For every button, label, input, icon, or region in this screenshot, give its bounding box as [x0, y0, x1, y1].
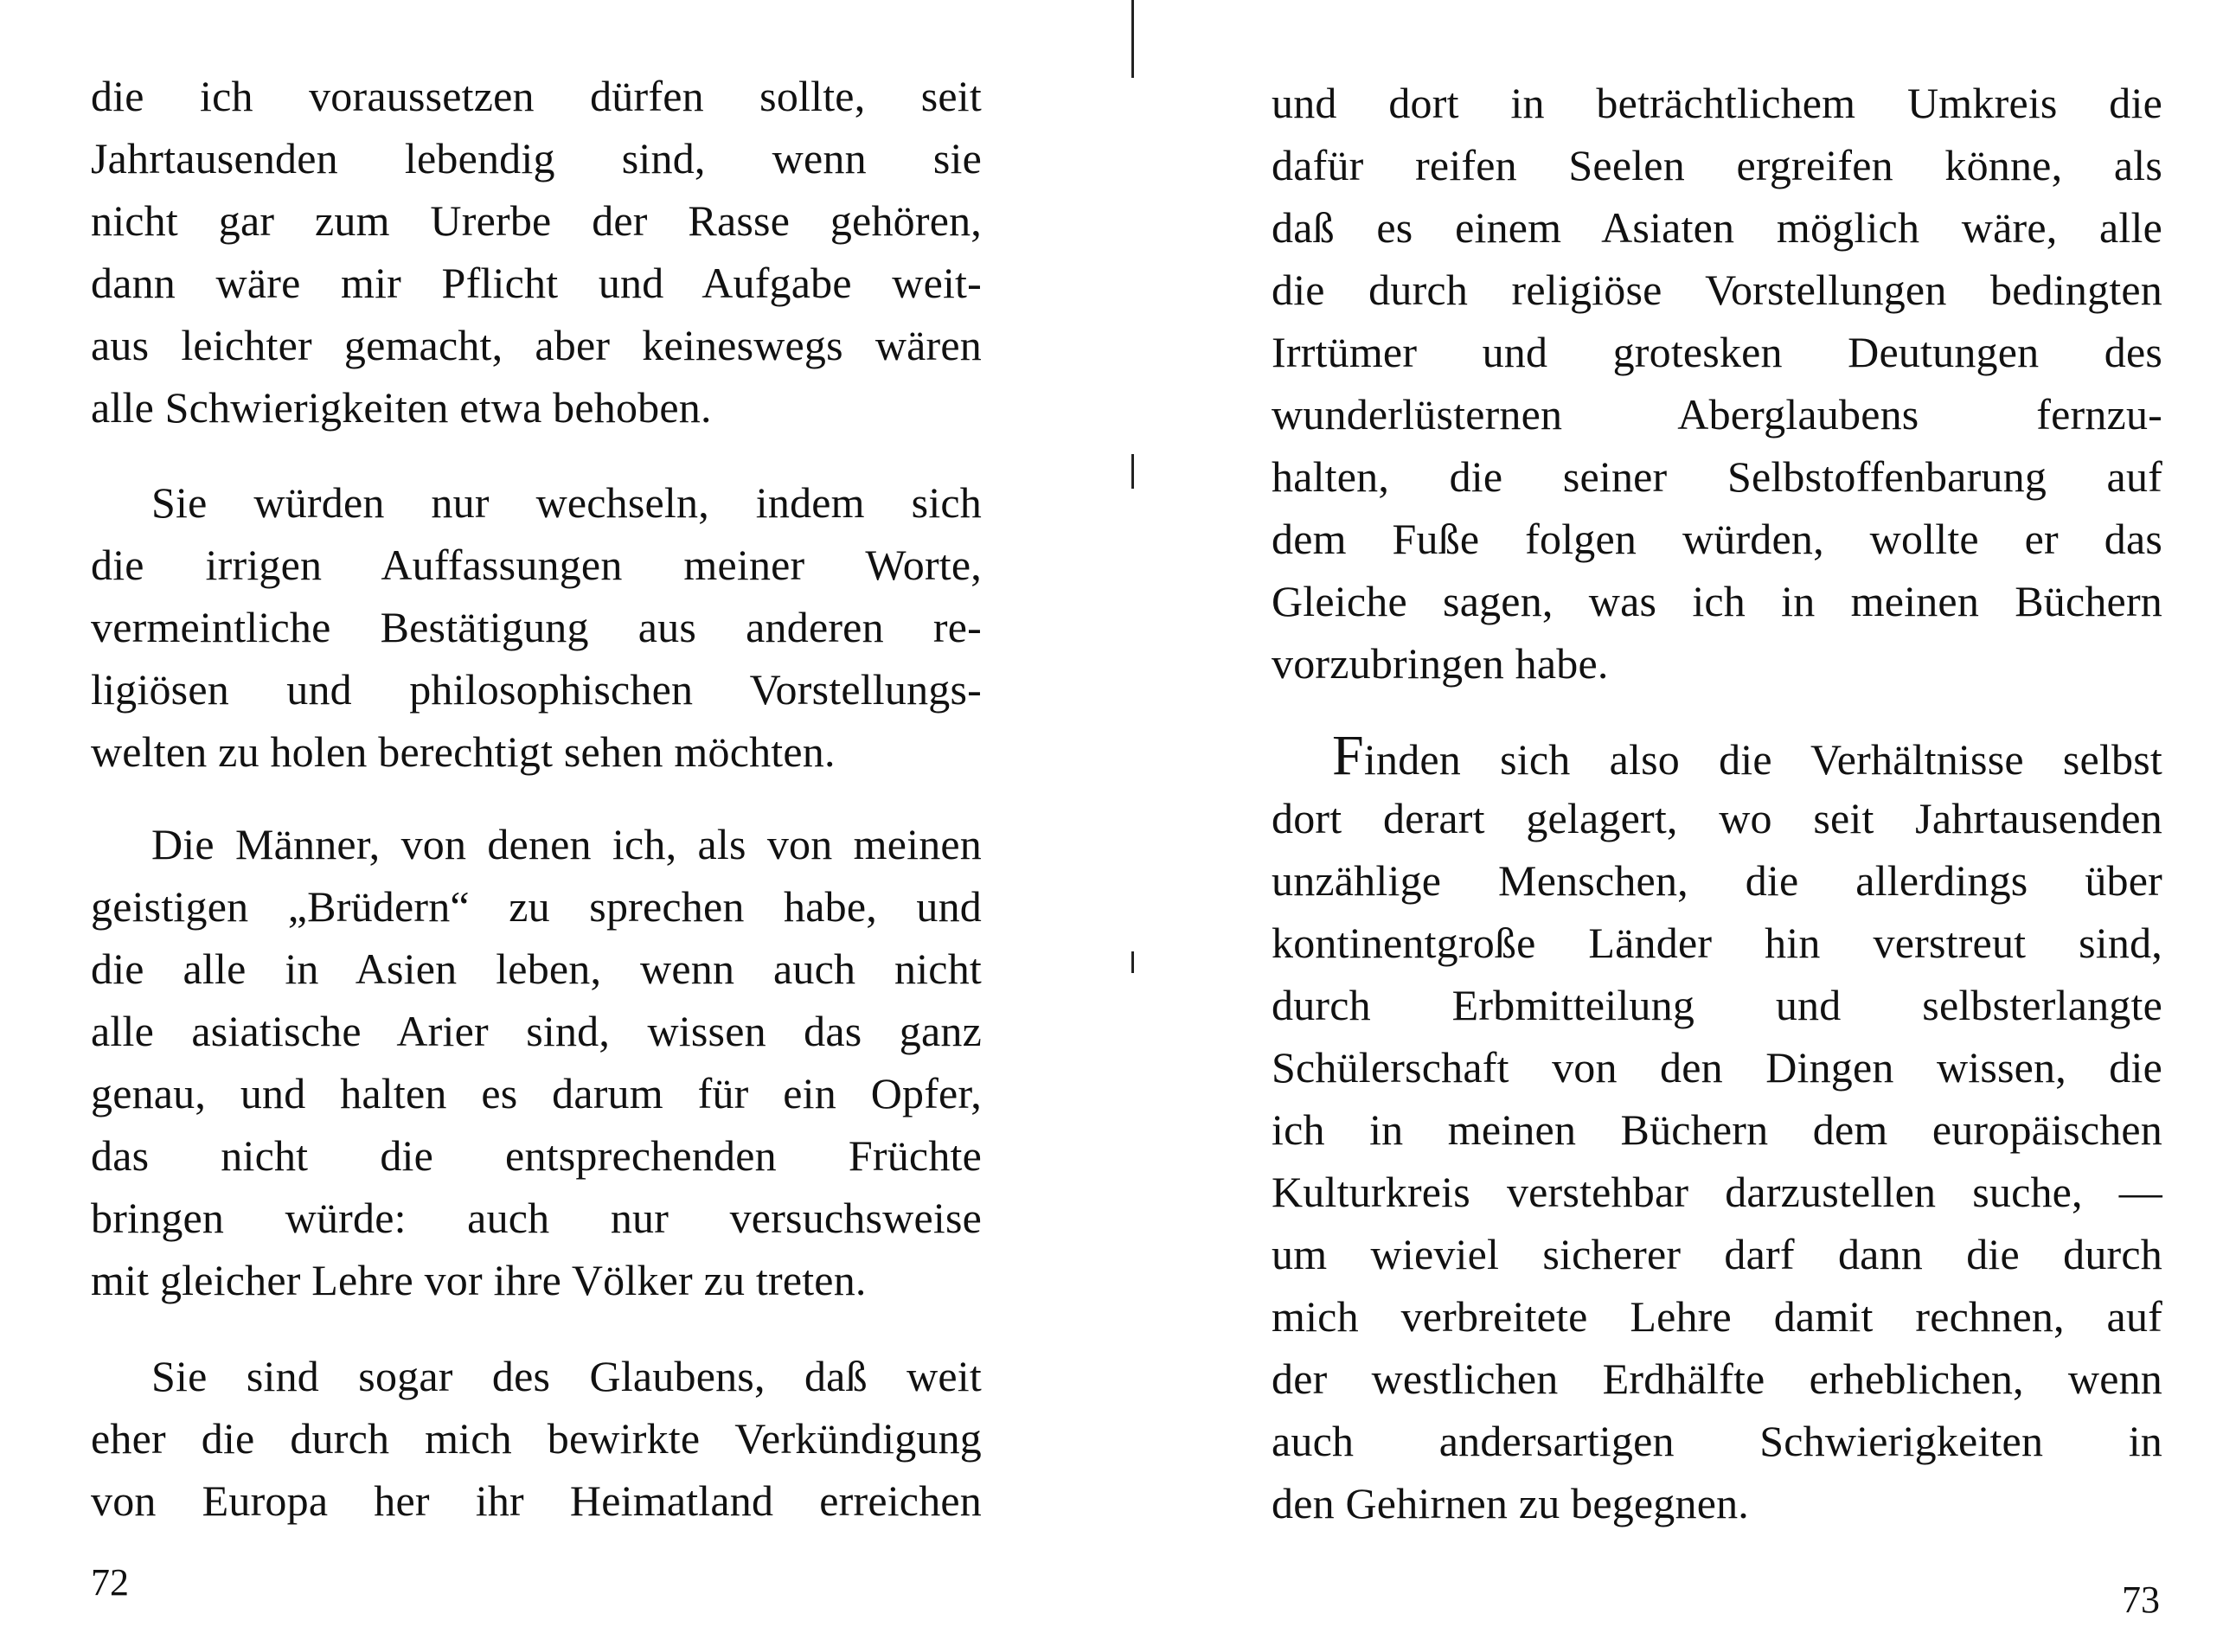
text-line: dafür reifen Seelen ergreifen könne, als [1272, 141, 2162, 189]
text-line: unzählige Menschen, die allerdings über [1272, 856, 2162, 905]
text-line: auch andersartigen Schwierigkeiten in [1272, 1417, 2162, 1465]
text-line: Sie sind sogar des Glaubens, daß weit [151, 1352, 982, 1400]
text-line: Kulturkreis verstehbar darzustellen suche, — [1272, 1168, 2162, 1216]
text-line: bringen würde: auch nur versuchsweise [91, 1194, 982, 1242]
text-line [1272, 725, 2162, 787]
text-line: alle Schwierigkeiten etwa behoben. [91, 383, 712, 432]
text-line: Sie würden nur wechseln, indem sich [151, 478, 982, 527]
text-line: Irrtümer und grotesken Deutungen des [1272, 328, 2162, 376]
text-line: ligiösen und philosophischen Vorstellungs- [91, 665, 982, 714]
text-line: die ich voraussetzen dürfen sollte, seit [91, 72, 982, 120]
text-line: daß es einem Asiaten möglich wäre, alle [1272, 203, 2162, 252]
text-line: den Gehirnen zu begegnen. [1272, 1479, 1749, 1527]
paragraph [91, 65, 982, 439]
text-line: kontinentgroße Länder hin verstreut sind, [1272, 919, 2162, 967]
paragraph [91, 1345, 982, 1532]
text-line: ich in meinen Büchern dem europäischen [1272, 1105, 2162, 1154]
text-line: geistigen „Brüdern“ zu sprechen habe, und [91, 882, 982, 931]
drop-cap: F [1332, 724, 1364, 787]
text-line: Gleiche sagen, was ich in meinen Büchern [1272, 577, 2162, 625]
text-line: wunderlüsternen Aberglaubens fernzu- [1272, 390, 2162, 439]
text-line: um wieviel sicherer darf dann die durch [1272, 1230, 2162, 1278]
text-line: Schülerschaft von den Dingen wissen, die [1272, 1043, 2162, 1092]
text-line: welten zu holen berechtigt sehen möchten. [91, 727, 836, 776]
text-line: durch Erbmitteilung und selbsterlangte [1272, 981, 2162, 1029]
text-line: die alle in Asien leben, wenn auch nicht [91, 944, 982, 993]
text-line: vermeintliche Bestätigung aus anderen re- [91, 603, 982, 651]
text-line: alle asiatische Arier sind, wissen das ganz [91, 1007, 982, 1055]
paragraph [1272, 72, 2162, 695]
text-line: dem Fuße folgen würden, wollte er das [1272, 515, 2162, 563]
text-line: mit gleicher Lehre vor ihre Völker zu treten. [91, 1256, 867, 1304]
text-line: das nicht die entsprechenden Früchte [91, 1131, 982, 1180]
text-line: und dort in beträchtlichem Umkreis die [1272, 79, 2162, 127]
text-line: die irrigen Auffassungen meiner Worte, [91, 541, 982, 589]
text-line: mich verbreitete Lehre damit rechnen, auf [1272, 1292, 2162, 1341]
text-line: vorzubringen habe. [1272, 639, 1609, 688]
text-line: der westlichen Erdhälfte erheblichen, wenn [1272, 1354, 2162, 1403]
text-line: aus leichter gemacht, aber keineswegs wären [91, 321, 982, 369]
text-line-rest: inden sich also die Verhältnisse selbst [1363, 735, 2162, 784]
page-number: 72 [91, 1561, 129, 1604]
text-line: von Europa her ihr Heimatland erreichen [91, 1476, 982, 1525]
paragraph [1272, 725, 2162, 1534]
text-line: genau, und halten es darum für ein Opfer, [91, 1069, 982, 1117]
text-line: Jahrtausenden lebendig sind, wenn sie [91, 134, 982, 182]
paragraph [91, 471, 982, 783]
text-line: dann wäre mir Pflicht und Aufgabe weit- [91, 259, 982, 307]
page-number: 73 [2122, 1578, 2160, 1621]
text-line: nicht gar zum Urerbe der Rasse gehören, [91, 196, 982, 245]
right-page [1116, 0, 2223, 1652]
text-line: halten, die seiner Selbstoffenbarung auf [1272, 452, 2162, 501]
text-line: eher die durch mich bewirkte Verkündigung [91, 1414, 982, 1463]
text-line: Die Männer, von denen ich, als von meinen [151, 820, 982, 868]
paragraph [91, 813, 982, 1311]
text-line: dort derart gelagert, wo seit Jahrtausenden [1272, 794, 2162, 842]
text-line: die durch religiöse Vorstellungen bedingten [1272, 266, 2162, 314]
